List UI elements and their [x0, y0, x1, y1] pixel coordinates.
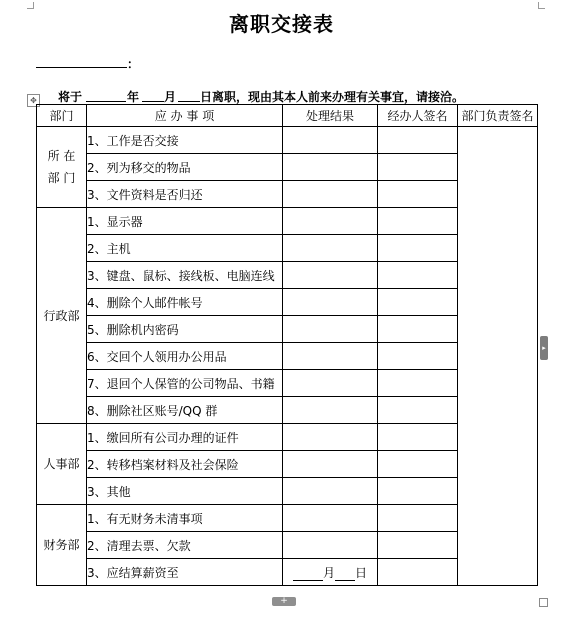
table-move-handle-icon[interactable]: ✥	[27, 94, 40, 107]
handler-signature-cell[interactable]	[378, 181, 458, 208]
handler-signature-cell[interactable]	[378, 154, 458, 181]
handler-signature-cell[interactable]	[378, 370, 458, 397]
item-cell: 1、缴回所有公司办理的证件	[87, 424, 283, 451]
col-header-result: 处理结果	[283, 105, 378, 127]
handler-signature-cell[interactable]	[378, 235, 458, 262]
handler-signature-cell[interactable]	[378, 289, 458, 316]
dept-head-signature-cell[interactable]	[458, 127, 538, 586]
result-cell[interactable]	[283, 505, 378, 532]
result-cell[interactable]	[283, 235, 378, 262]
handler-signature-cell[interactable]	[378, 532, 458, 559]
item-cell: 1、有无财务未清事项	[87, 505, 283, 532]
salary-day-blank[interactable]	[335, 568, 355, 581]
intro-day-text: 日离职，现由其本人前来办理有关事宜，请接洽。	[200, 90, 465, 104]
salary-day-label: 日	[355, 565, 368, 580]
item-cell: 5、删除机内密码	[87, 316, 283, 343]
intro-year: 年	[127, 90, 140, 104]
recipient-blank-line[interactable]	[36, 53, 127, 68]
result-cell[interactable]	[283, 154, 378, 181]
item-cell: 8、删除社区账号/QQ 群	[87, 397, 283, 424]
item-cell: 4、删除个人邮件帐号	[87, 289, 283, 316]
dept-label: 所 在 部 门	[47, 149, 76, 185]
result-cell[interactable]	[283, 208, 378, 235]
handler-signature-cell[interactable]	[378, 343, 458, 370]
intro-will: 将于	[58, 90, 83, 104]
result-cell[interactable]	[283, 181, 378, 208]
form-title: 离职交接表	[229, 12, 334, 36]
result-cell[interactable]	[283, 478, 378, 505]
dept-cell-hr: 人事部	[37, 424, 87, 505]
recipient-colon: ：	[127, 57, 140, 71]
handler-signature-cell[interactable]	[378, 424, 458, 451]
dept-cell-admin: 行政部	[37, 208, 87, 424]
result-cell[interactable]	[283, 397, 378, 424]
col-header-items: 应 办 事 项	[87, 105, 283, 127]
item-cell: 1、显示器	[87, 208, 283, 235]
col-header-handler-signature: 经办人签名	[378, 105, 458, 127]
item-cell: 3、键盘、鼠标、接线板、电脑连线	[87, 262, 283, 289]
table-resize-handle-icon[interactable]	[539, 598, 548, 607]
item-cell: 1、工作是否交接	[87, 127, 283, 154]
table-header-row	[37, 105, 538, 127]
dept-cell-finance: 财务部	[37, 505, 87, 586]
handler-signature-cell[interactable]	[378, 451, 458, 478]
result-cell[interactable]	[283, 316, 378, 343]
item-cell: 6、交回个人领用办公用品	[87, 343, 283, 370]
result-cell[interactable]	[283, 532, 378, 559]
col-header-dept-head-signature: 部门负责签名	[458, 105, 538, 127]
result-cell[interactable]	[283, 370, 378, 397]
item-cell: 2、转移档案材料及社会保险	[87, 451, 283, 478]
dept-cell-own	[37, 127, 87, 208]
handler-signature-cell[interactable]	[378, 127, 458, 154]
month-blank[interactable]	[142, 101, 164, 102]
item-cell: 2、主机	[87, 235, 283, 262]
col-header-dept: 部门	[37, 105, 87, 127]
add-row-plus-icon[interactable]: +	[272, 597, 296, 606]
handler-signature-cell[interactable]	[378, 397, 458, 424]
handler-signature-cell[interactable]	[378, 262, 458, 289]
table-row	[37, 127, 538, 154]
handler-signature-cell[interactable]	[378, 316, 458, 343]
item-cell: 3、其他	[87, 478, 283, 505]
result-cell[interactable]	[283, 289, 378, 316]
handler-signature-cell[interactable]	[378, 208, 458, 235]
item-cell: 3、应结算薪资至	[87, 559, 283, 586]
day-blank[interactable]	[178, 101, 200, 102]
result-cell[interactable]	[283, 127, 378, 154]
handover-table	[36, 104, 538, 586]
salary-month-label: 月	[322, 565, 335, 580]
item-cell: 2、清理去票、欠款	[87, 532, 283, 559]
salary-month-blank[interactable]	[293, 568, 323, 581]
item-cell: 2、列为移交的物品	[87, 154, 283, 181]
year-blank[interactable]	[86, 101, 126, 102]
handler-signature-cell[interactable]	[378, 559, 458, 586]
handler-signature-cell[interactable]	[378, 478, 458, 505]
item-cell: 7、退回个人保管的公司物品、书籍	[87, 370, 283, 397]
handler-signature-cell[interactable]	[378, 505, 458, 532]
result-cell[interactable]	[283, 262, 378, 289]
table-side-handle-icon[interactable]: ▸	[540, 336, 548, 360]
item-cell: 3、文件资料是否归还	[87, 181, 283, 208]
salary-date-cell[interactable]	[283, 559, 378, 586]
intro-month: 月	[164, 90, 177, 104]
result-cell[interactable]	[283, 343, 378, 370]
result-cell[interactable]	[283, 451, 378, 478]
result-cell[interactable]	[283, 424, 378, 451]
